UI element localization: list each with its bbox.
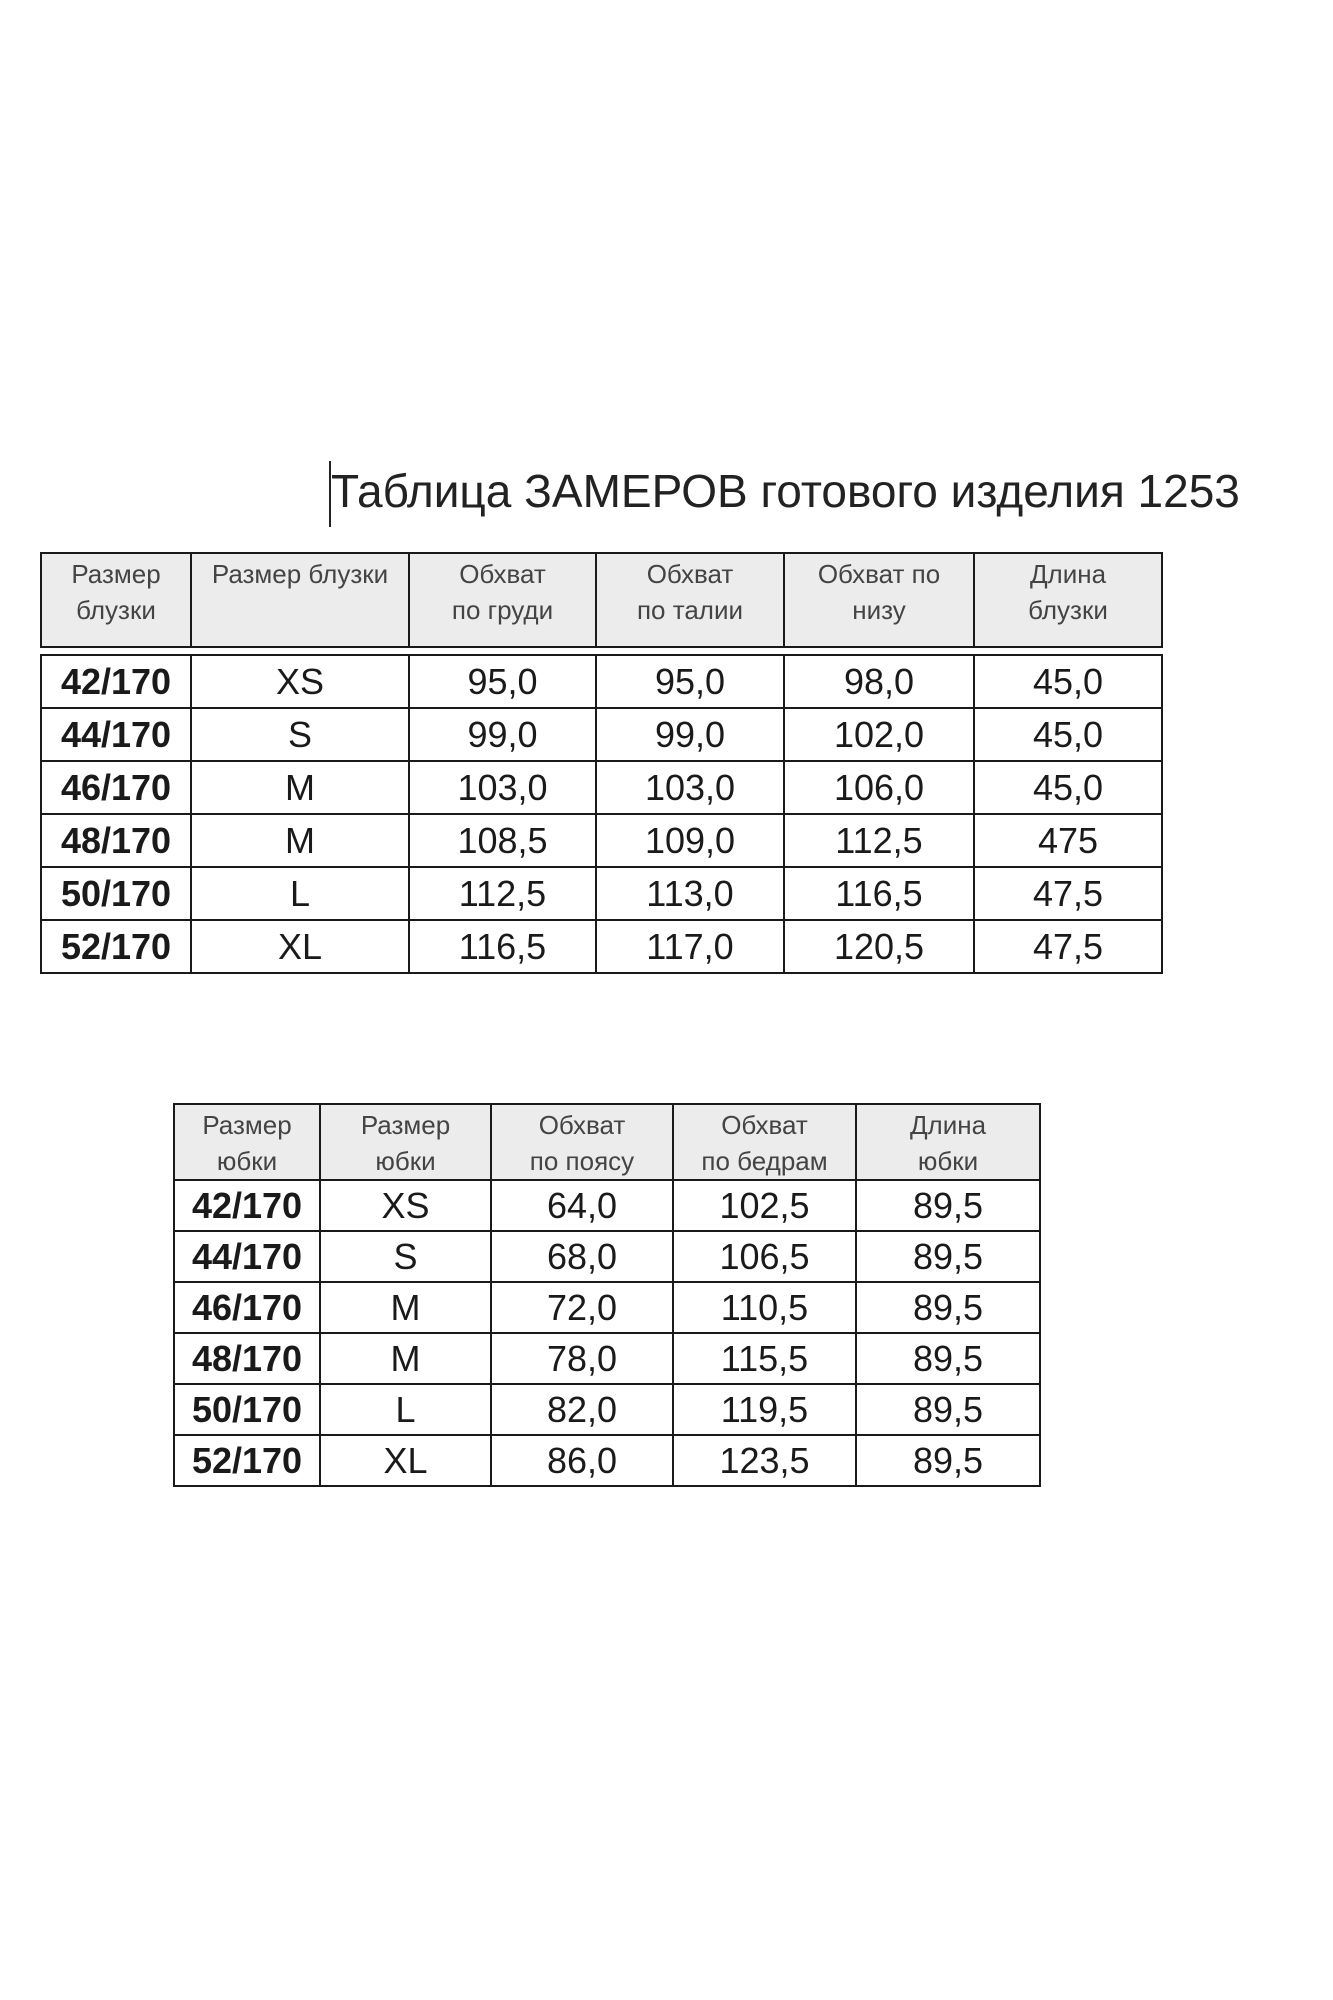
value-cell: 45,0 <box>974 655 1162 708</box>
value-cell: XS <box>191 655 409 708</box>
value-cell: 89,5 <box>856 1435 1040 1486</box>
value-cell: 89,5 <box>856 1384 1040 1435</box>
value-cell: 47,5 <box>974 867 1162 920</box>
value-cell: 116,5 <box>409 920 596 973</box>
value-cell: 113,0 <box>596 867 784 920</box>
value-cell: 102,5 <box>673 1180 856 1231</box>
size-cell: 48/170 <box>41 814 191 867</box>
page-title: Таблица ЗАМЕРОВ готового изделия 1253 <box>331 465 1240 517</box>
size-cell: 44/170 <box>174 1231 320 1282</box>
table-spacer-row <box>41 647 1162 655</box>
value-cell: 95,0 <box>596 655 784 708</box>
value-cell: 108,5 <box>409 814 596 867</box>
table-row <box>41 761 1162 814</box>
value-cell: M <box>191 761 409 814</box>
table-header-row <box>41 553 1162 647</box>
table-row <box>41 655 1162 708</box>
value-cell: XL <box>320 1435 491 1486</box>
table-header-row <box>174 1104 1040 1180</box>
header-cell: Обхват по поясу <box>491 1104 673 1180</box>
value-cell: 115,5 <box>673 1333 856 1384</box>
value-cell: 103,0 <box>409 761 596 814</box>
value-cell: 89,5 <box>856 1333 1040 1384</box>
value-cell: 106,5 <box>673 1231 856 1282</box>
header-cell: Обхват по низу <box>784 553 974 647</box>
value-cell: L <box>191 867 409 920</box>
header-cell: Длина блузки <box>974 553 1162 647</box>
header-cell: Размер блузки <box>41 553 191 647</box>
size-cell: 50/170 <box>41 867 191 920</box>
size-cell: 52/170 <box>174 1435 320 1486</box>
value-cell: 99,0 <box>596 708 784 761</box>
value-cell: 86,0 <box>491 1435 673 1486</box>
header-cell: Размер юбки <box>174 1104 320 1180</box>
value-cell: L <box>320 1384 491 1435</box>
value-cell: 119,5 <box>673 1384 856 1435</box>
value-cell: 78,0 <box>491 1333 673 1384</box>
value-cell: 102,0 <box>784 708 974 761</box>
header-cell: Размер юбки <box>320 1104 491 1180</box>
table-row <box>41 867 1162 920</box>
value-cell: S <box>320 1231 491 1282</box>
value-cell: 110,5 <box>673 1282 856 1333</box>
size-cell: 42/170 <box>41 655 191 708</box>
value-cell: 106,0 <box>784 761 974 814</box>
value-cell: 103,0 <box>596 761 784 814</box>
table-row <box>174 1435 1040 1486</box>
header-cell: Длина юбки <box>856 1104 1040 1180</box>
size-cell: 42/170 <box>174 1180 320 1231</box>
value-cell: 475 <box>974 814 1162 867</box>
blouse-measurements-table <box>40 552 1163 974</box>
size-cell: 52/170 <box>41 920 191 973</box>
value-cell: 45,0 <box>974 761 1162 814</box>
value-cell: XS <box>320 1180 491 1231</box>
spacer-cell <box>41 647 1162 655</box>
value-cell: XL <box>191 920 409 973</box>
size-cell: 50/170 <box>174 1384 320 1435</box>
value-cell: 112,5 <box>784 814 974 867</box>
value-cell: M <box>320 1333 491 1384</box>
value-cell: 82,0 <box>491 1384 673 1435</box>
value-cell: 47,5 <box>974 920 1162 973</box>
value-cell: 99,0 <box>409 708 596 761</box>
value-cell: 95,0 <box>409 655 596 708</box>
value-cell: S <box>191 708 409 761</box>
header-cell: Обхват по груди <box>409 553 596 647</box>
skirt-measurements-table <box>173 1103 1041 1487</box>
value-cell: 72,0 <box>491 1282 673 1333</box>
value-cell: M <box>320 1282 491 1333</box>
value-cell: 45,0 <box>974 708 1162 761</box>
header-cell: Обхват по талии <box>596 553 784 647</box>
value-cell: 89,5 <box>856 1180 1040 1231</box>
value-cell: 112,5 <box>409 867 596 920</box>
value-cell: 89,5 <box>856 1231 1040 1282</box>
value-cell: 98,0 <box>784 655 974 708</box>
value-cell: M <box>191 814 409 867</box>
value-cell: 89,5 <box>856 1282 1040 1333</box>
size-cell: 44/170 <box>41 708 191 761</box>
value-cell: 123,5 <box>673 1435 856 1486</box>
header-cell: Размер блузки <box>191 553 409 647</box>
value-cell: 109,0 <box>596 814 784 867</box>
table-row <box>174 1384 1040 1435</box>
value-cell: 68,0 <box>491 1231 673 1282</box>
header-cell: Обхват по бедрам <box>673 1104 856 1180</box>
value-cell: 64,0 <box>491 1180 673 1231</box>
size-cell: 48/170 <box>174 1333 320 1384</box>
value-cell: 120,5 <box>784 920 974 973</box>
table-row <box>174 1180 1040 1231</box>
size-cell: 46/170 <box>174 1282 320 1333</box>
table-row <box>41 920 1162 973</box>
table-row <box>174 1333 1040 1384</box>
table-row <box>41 708 1162 761</box>
size-cell: 46/170 <box>41 761 191 814</box>
value-cell: 116,5 <box>784 867 974 920</box>
table-row <box>41 814 1162 867</box>
table-row <box>174 1282 1040 1333</box>
table-row <box>174 1231 1040 1282</box>
value-cell: 117,0 <box>596 920 784 973</box>
